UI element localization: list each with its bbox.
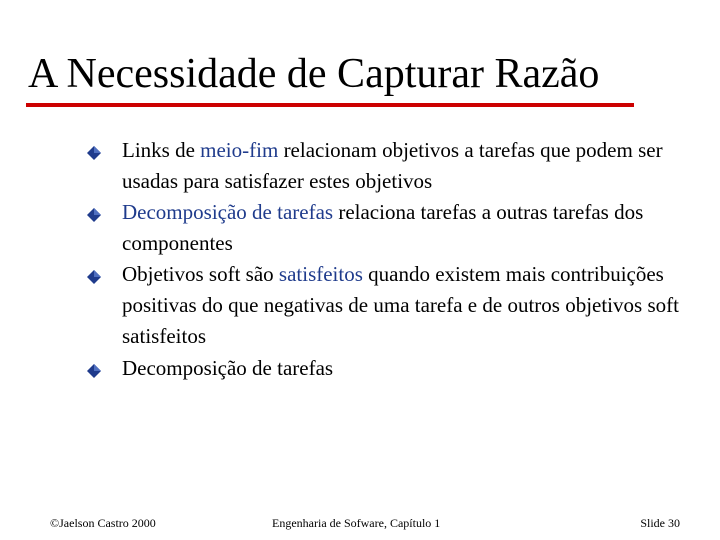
diamond-bullet-icon — [86, 269, 102, 285]
bullet-text-segment: quando existem mais contribuições positivas do que negativas de uma tarefa e de outros objetivos soft satisfeitos — [122, 262, 679, 348]
bullet-text — [122, 353, 682, 384]
highlighted-term: Decomposição de tarefas — [122, 200, 334, 224]
bullet-text-segment: Objetivos soft são — [122, 262, 279, 286]
bullet-text — [122, 197, 682, 259]
bullet-text — [122, 135, 682, 197]
bullet-text-segment: relaciona tarefas a outras tarefas dos componentes — [122, 200, 644, 255]
bullet-text-segment: Decomposição de tarefas — [122, 356, 334, 380]
highlighted-term: meio-fim — [200, 138, 279, 162]
slide-title: A Necessidade de Capturar Razão — [28, 51, 600, 97]
title-underline — [26, 103, 634, 107]
diamond-bullet-icon — [86, 145, 102, 161]
footer-course: Engenharia de Sofware, Capítulo 1 — [272, 516, 441, 530]
bullet-text-segment: Links de — [122, 138, 201, 162]
diamond-bullet-icon — [86, 207, 102, 223]
highlighted-term: satisfeitos — [278, 262, 363, 286]
footer-copyright: ©Jaelson Castro 2000 — [50, 516, 156, 530]
footer-slide-number: Slide 30 — [640, 516, 680, 530]
bullet-text — [122, 259, 682, 352]
diamond-bullet-icon — [86, 363, 102, 379]
bullet-text-segment: relacionam objetivos a tarefas que podem ser usadas para satisfazer estes objetivos — [122, 138, 663, 193]
